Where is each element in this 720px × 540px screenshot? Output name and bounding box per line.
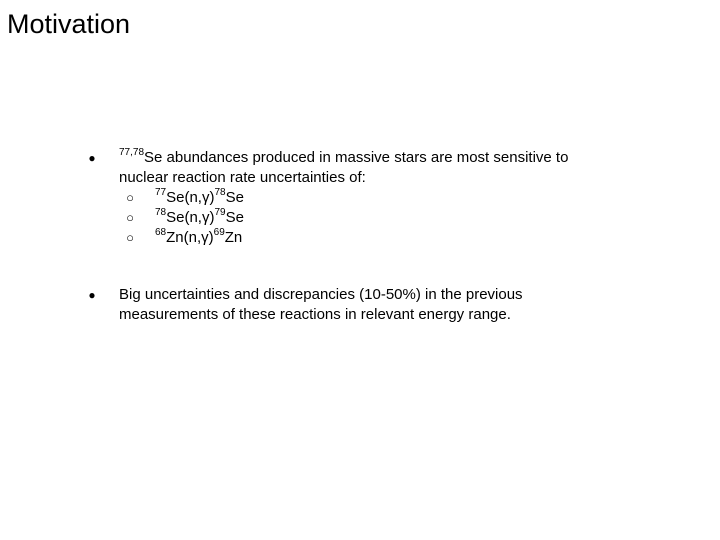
sub-bullet-marker: ○ [126, 210, 134, 225]
bullet-line: nuclear reaction rate uncertainties of: [119, 169, 366, 186]
isotope-superscript: 77,78 [119, 147, 145, 158]
sub-bullet-item [155, 228, 242, 248]
sub-bullet-item [155, 188, 244, 208]
bullet-text: Se abundances produced in massive stars are most sensitive to [144, 149, 569, 166]
sub-bullet-item [155, 208, 244, 228]
slide-title: Motivation [7, 9, 131, 39]
isotope-superscript: 68 [155, 227, 167, 238]
isotope-superscript: 69 [213, 227, 225, 238]
reaction-text: Zn(n,γ) [166, 229, 214, 246]
reaction-text: Se(n,γ) [166, 189, 215, 206]
reaction-text: Se(n,γ) [166, 209, 215, 226]
bullet-line [119, 148, 568, 168]
isotope-superscript: 77 [155, 187, 167, 198]
bullet-line: measurements of these reactions in relevant energy range. [119, 306, 511, 323]
reaction-product: Zn [224, 229, 243, 246]
isotope-superscript: 78 [155, 207, 167, 218]
reaction-product: Se [225, 209, 244, 226]
bullet-marker: ● [88, 151, 96, 165]
isotope-superscript: 78 [214, 187, 226, 198]
sub-bullet-marker: ○ [126, 190, 134, 205]
isotope-superscript: 79 [214, 207, 226, 218]
reaction-product: Se [225, 189, 244, 206]
bullet-line: Big uncertainties and discrepancies (10-50%) in the previous [119, 286, 523, 303]
bullet-marker: ● [88, 288, 96, 302]
sub-bullet-marker: ○ [126, 230, 134, 245]
